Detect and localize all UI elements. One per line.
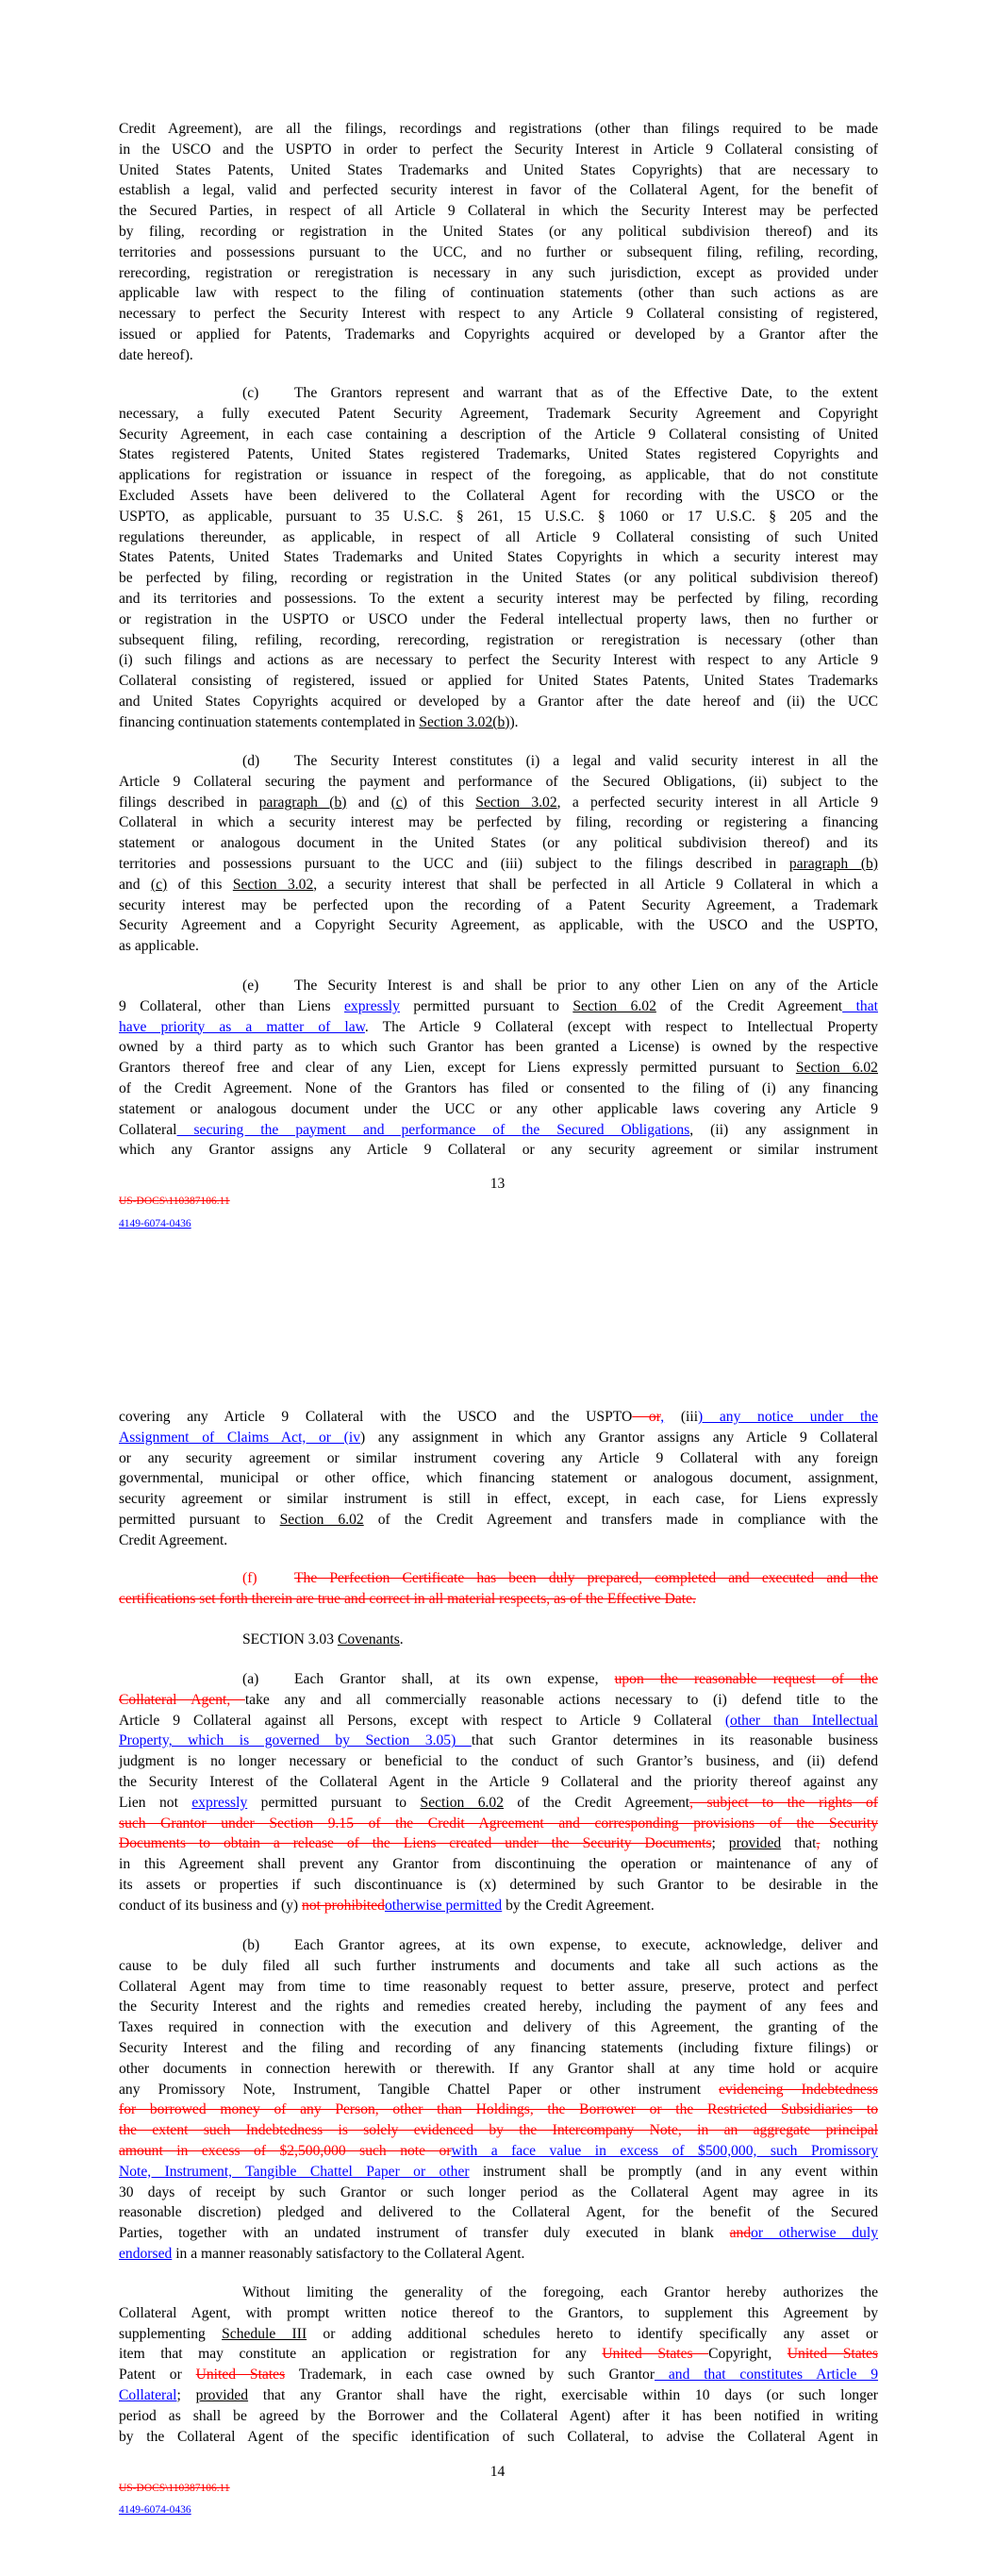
text-run: that [781, 1835, 817, 1852]
text-run: permitted pursuant to [247, 1794, 421, 1811]
text-line [119, 1407, 878, 1428]
text-run: and [346, 794, 391, 811]
text-line [119, 712, 878, 733]
text-run: in a manner reasonably satisfactory to the Collateral Agent. [172, 2245, 525, 2262]
deleted-text: evidencing Indebtedness [719, 2081, 878, 2098]
text-run: security interest may be perfected upon the recording of a Patent Security Agreement, a Trademark [119, 896, 878, 913]
text-run: the Secured Parties, in respect of all Article 9 Collateral in which the Security Interest may be perfected [119, 203, 878, 220]
text-run: covering any Article 9 Collateral with the USCO and the USPTO [119, 1409, 633, 1425]
text-line [119, 383, 878, 404]
text-run: of the Credit Agreement and transfers made in compliance with the [363, 1511, 878, 1528]
text-line [119, 2365, 878, 2385]
inserted-text: Assignment of Claims Act, or (iv [119, 1429, 360, 1446]
paragraph-f-deleted [119, 1568, 878, 1610]
text-line [119, 1489, 878, 1510]
text-run: necessary, a fully executed Patent Security Agreement, Trademark Security Agreement and Copyright [119, 405, 878, 422]
text-run: Each Grantor shall, at its own expense, [294, 1671, 615, 1687]
text-run: permitted pursuant to [119, 1511, 280, 1528]
inserted-text: that [842, 997, 878, 1014]
text-line [119, 1568, 878, 1589]
text-run: governmental, municipal or other office, which financing statement or analogous document, assignment, [119, 1470, 878, 1487]
cross-reference: paragraph (b) [258, 794, 347, 811]
text-line [119, 2244, 878, 2265]
cross-reference: provided [195, 2386, 249, 2403]
text-line [119, 1058, 878, 1079]
deleted-text: or [632, 1409, 661, 1425]
text-run: ; [176, 2386, 196, 2403]
paragraph-label: (d) [242, 753, 260, 769]
text-line [119, 2017, 878, 2038]
text-run: instrument shall be promptly (and in any event within [469, 2163, 879, 2180]
text-line [119, 630, 878, 651]
text-line [119, 1731, 878, 1751]
text-run: Taxes required in connection with the execution and delivery of this Agreement, the granting of the [119, 2019, 878, 2036]
text-line [119, 2385, 878, 2406]
text-run: Lien not [119, 1794, 192, 1811]
text-line [119, 486, 878, 507]
text-run: in the USCO and the USPTO in order to perfect the Security Interest in Article 9 Collateral consisting of [119, 141, 878, 158]
text-line [119, 304, 878, 325]
text-line [119, 1448, 878, 1469]
cross-reference: provided [728, 1835, 782, 1852]
cross-reference: paragraph (b) [788, 855, 878, 872]
text-line [119, 1875, 878, 1896]
text-line [119, 996, 878, 1017]
text-line [119, 1079, 878, 1099]
text-line [119, 547, 878, 568]
text-run: Patent or [119, 2367, 196, 2384]
deleted-text: for borrowed money of any Person, other than Holdings, the Borrower or the Restricted Subsidiaries to [119, 2101, 878, 2118]
deleted-text: Documents to obtain a release of the Liens created under the Security Documents [119, 1835, 712, 1852]
cross-reference: Covenants [337, 1631, 400, 1648]
cross-reference: Section 3.02 [475, 794, 557, 811]
cross-reference: Schedule III [222, 2325, 307, 2342]
inserted-text: Note, Instrument, Tangible Chattel Paper or other [119, 2163, 470, 2180]
inserted-text: with a face value in excess of $500,000, such Promissory [451, 2142, 878, 2159]
text-run: The Grantors represent and warrant that as of the Effective Date, to the extent [294, 385, 878, 401]
text-line [119, 772, 878, 793]
deleted-text: such Grantor under Section 9.15 of the Credit Agreement and corresponding provisions of the Security [119, 1815, 878, 1832]
text-line [119, 2303, 878, 2324]
text-run: establish a legal, valid and perfected security interest in favor of the Collateral Agent, for the benefit of [119, 182, 878, 199]
text-line [119, 692, 878, 712]
text-line [119, 854, 878, 875]
text-run: Credit Agreement), are all the filings, recordings and registrations (other than filings required to be made [119, 121, 878, 137]
footer-deleted-doc-id: US-DOCS\110387106.11 [119, 2483, 230, 2494]
text-run: , a security interest that shall be perfected in all Article 9 Collateral in which a [313, 876, 878, 893]
text-run: Collateral consisting of registered, issued or applied for United States Patents, United States Trademarks [119, 673, 878, 690]
text-run: Trademark, in each case owned by such Grantor [285, 2367, 655, 2384]
text-run: statement or analogous document under the UCC or any other applicable laws covering any Article 9 [119, 1100, 878, 1117]
text-line [119, 160, 878, 181]
inserted-text: otherwise permitted [384, 1897, 503, 1914]
text-run: by the Credit Agreement. [502, 1897, 655, 1914]
text-line [119, 345, 878, 366]
paragraph-c [119, 383, 878, 733]
text-line [119, 2038, 878, 2059]
deleted-text: United States [195, 2367, 286, 2384]
text-run: or any security agreement or similar instrument covering any Article 9 Collateral with any foreign [119, 1449, 878, 1466]
text-run: conduct of its business and (y) [119, 1897, 303, 1914]
text-line [119, 1997, 878, 2017]
text-line [119, 1099, 878, 1120]
text-run: USPTO, as applicable, pursuant to 35 U.S.C. § 261, 15 U.S.C. § 1060 or 17 U.S.C. § 205 and the [119, 508, 878, 525]
text-run: United States Patents, United States Trademarks and United States Copyrights) that are necessary to [119, 161, 878, 178]
cross-reference: Section 6.02 [279, 1511, 364, 1528]
text-line [119, 1814, 878, 1834]
text-run: as applicable. [119, 938, 199, 955]
text-run: , a perfected security interest in all Article 9 [556, 794, 879, 811]
text-run: or adding additional schedules hereto to identify specifically any asset or [307, 2325, 879, 2342]
text-line [119, 1510, 878, 1531]
text-line [119, 2223, 878, 2244]
text-run: . The Article 9 Collateral (except with respect to Intellectual Property [364, 1018, 878, 1035]
inserted-text: endorsed [119, 2245, 173, 2262]
text-line [119, 243, 878, 263]
text-run: Collateral Agent may from time to time reasonably request to better assure, preserve, protect and perfect [119, 1978, 878, 1995]
deleted-text: United States [602, 2346, 709, 2363]
text-run: of this [406, 794, 476, 811]
text-run: and its territories and possessions. To the extent a security interest may be perfected by filing, recording [119, 590, 878, 607]
text-run: in this Agreement shall prevent any Grantor from discontinuing the operation or maintenance of any of [119, 1856, 878, 1873]
text-run: date hereof). [119, 346, 193, 363]
page-number: 14 [489, 2464, 506, 2480]
text-run: statement or analogous document in the United States (or any political subdivision thereof) and its [119, 835, 878, 852]
footer-deleted-doc-id: US-DOCS\110387106.11 [119, 1196, 230, 1207]
text-run: Article 9 Collateral against all Persons, except with respect to Article 9 Collateral [119, 1712, 725, 1729]
text-run: 9 Collateral, other than Liens [119, 997, 345, 1014]
text-run: ). [509, 713, 519, 730]
text-run: or registration in the USPTO or USCO under the Federal intellectual property laws, then no further or [119, 611, 878, 627]
text-line [119, 2162, 878, 2183]
text-line [119, 1037, 878, 1058]
text-run: Without limiting the generality of the foregoing, each Grantor hereby authorizes the [242, 2284, 878, 2300]
text-run: its assets or properties if such discontinuance is (x) determined by such Grantor to be desirable in the [119, 1876, 878, 1893]
inserted-text: Property, which is governed by Section 3.05) [119, 1732, 472, 1749]
text-line [119, 671, 878, 692]
inserted-text: expressly [344, 997, 400, 1014]
text-line [119, 1935, 878, 1956]
inserted-text: have priority as a matter of law [119, 1018, 365, 1035]
cross-reference: Section 6.02 [795, 1060, 878, 1077]
text-run: Article 9 Collateral securing the payment and performance of the Secured Obligations, (ii) subject to the [119, 773, 878, 790]
text-line [119, 2183, 878, 2203]
text-run: take any and all commercially reasonable actions necessary to (i) defend title to the [244, 1691, 878, 1708]
text-run: Security Agreement, in each case containing a description of the Article 9 Collateral consisting of United [119, 426, 878, 443]
text-run: Collateral [119, 1121, 177, 1138]
text-run: of this [167, 876, 233, 893]
text-line [119, 283, 878, 304]
paragraph-without-limiting [119, 2283, 878, 2447]
cross-reference: Section 3.02 [232, 876, 314, 893]
text-run: territories and possessions pursuant to the UCC, and no further or subsequent filing, refiling, recording, [119, 243, 878, 260]
text-line [119, 915, 878, 936]
text-run: (iii [664, 1409, 699, 1425]
text-run: cause to be duly filed all such further instruments and documents and take all such actions as the [119, 1957, 878, 1974]
paragraph-continued [119, 119, 878, 366]
text-line [119, 812, 878, 833]
section-heading [119, 1630, 878, 1650]
text-run: ) any assignment in which any Grantor assigns any Article 9 Collateral [360, 1429, 878, 1446]
text-run: period as shall be agreed by the Borrower and the Collateral Agent) after it has been notified in writing [119, 2407, 878, 2424]
text-run: of the Credit Agreement. None of the Grantors has filed or consented to the filing of (i) any financing [119, 1079, 878, 1096]
text-run: and United States Copyrights acquired or developed by a Grantor after the date hereof and (ii) the UCC [119, 693, 878, 710]
paragraph-label: (a) [242, 1671, 259, 1687]
footer-inserted-doc-id: 4149-6074-0436 [119, 1218, 191, 1229]
inserted-text: expressly [191, 1794, 248, 1811]
paragraph-d [119, 751, 878, 957]
text-line [119, 793, 878, 813]
page-number: 13 [489, 1176, 506, 1192]
text-line [119, 507, 878, 527]
text-run: ; [711, 1835, 729, 1852]
text-run: States Patents, United States Trademarks and United States Copyrights in which a security interest may [119, 549, 878, 566]
text-line [119, 2427, 878, 2448]
paragraph-label: (c) [242, 385, 259, 401]
text-line [119, 1669, 878, 1690]
text-line [119, 201, 878, 222]
text-line [119, 1589, 878, 1610]
text-line [119, 751, 878, 772]
inserted-text: or otherwise duly [751, 2225, 878, 2242]
text-line [119, 222, 878, 243]
text-line [119, 895, 878, 916]
text-run: . [399, 1631, 404, 1648]
text-run: subsequent filing, refiling, recording, rerecording, registration or reregistration is necessary (other than [119, 631, 878, 648]
text-line [119, 180, 878, 201]
text-line [119, 2344, 878, 2365]
text-line [119, 404, 878, 425]
text-run: Copyright, [708, 2346, 788, 2363]
text-line [119, 1468, 878, 1489]
text-run: any Promissory Note, Instrument, Tangible Chattel Paper or other instrument [119, 2081, 720, 2098]
text-line [119, 936, 878, 957]
text-line [119, 140, 878, 160]
text-run: other documents in connection herewith or therewith. If any Grantor shall at any time hold or acquire [119, 2060, 878, 2077]
text-run: regulations thereunder, as applicable, in respect of all Article 9 Collateral consisting of such United [119, 528, 878, 545]
text-line [119, 1896, 878, 1916]
text-line [119, 1428, 878, 1448]
text-line [119, 1630, 878, 1650]
text-line [119, 976, 878, 996]
paragraph-label: (e) [242, 978, 259, 994]
text-run: Each Grantor agrees, at its own expense, to execute, acknowledge, deliver and [294, 1937, 878, 1953]
text-line [119, 527, 878, 548]
text-line [119, 650, 878, 671]
text-run: filings described in [119, 794, 259, 811]
text-line [119, 2283, 878, 2303]
text-run: States registered Patents, United States registered Trademarks, United States registered Copyrights and [119, 446, 878, 463]
text-run: permitted pursuant to [399, 997, 573, 1014]
text-run: necessary to perfect the Security Interest with respect to any Article 9 Collateral consisting of registered, [119, 306, 878, 323]
text-run: Parties, together with an undated instrument of transfer duly executed in blank [119, 2225, 730, 2242]
text-line [119, 1531, 878, 1551]
paragraph-e [119, 976, 878, 1161]
text-run: territories and possessions pursuant to the UCC and (iii) subject to the filings described in [119, 855, 789, 872]
cross-reference: Section 6.02 [572, 997, 656, 1014]
text-line [119, 465, 878, 486]
cross-reference: (c) [390, 794, 407, 811]
deleted-text: Collateral Agent, [119, 1691, 245, 1708]
text-run: by the Collateral Agent of the specific identification of such Collateral, to advise the Collateral Agent in [119, 2428, 878, 2445]
text-run: (i) such filings and actions as are necessary to perfect the Security Interest with respect to any Article 9 [119, 652, 878, 669]
text-line [119, 589, 878, 610]
text-line [119, 119, 878, 140]
paragraph-e-continued [119, 1407, 878, 1551]
footer-inserted-doc-id: 4149-6074-0436 [119, 2504, 191, 2516]
text-run: nothing [820, 1835, 878, 1852]
text-line [119, 425, 878, 445]
text-run: that any Grantor shall have the right, exercisable within 10 days (or such longer [248, 2386, 878, 2403]
text-line [119, 1854, 878, 1875]
text-line [119, 325, 878, 345]
deleted-text: and [729, 2225, 752, 2242]
text-line [119, 1017, 878, 1038]
cross-reference: (c) [150, 876, 168, 893]
text-line [119, 1833, 878, 1854]
text-run: SECTION 3.03 [242, 1631, 338, 1648]
text-run: and [119, 876, 151, 893]
deleted-text: certifications set forth therein are true and correct in all material respects, as of the Effective Date. [119, 1590, 696, 1607]
deleted-text: upon the reasonable request of the [614, 1671, 878, 1687]
deleted-text: not prohibited [302, 1897, 385, 1914]
text-run: The Security Interest is and shall be prior to any other Lien on any of the Article [294, 978, 878, 994]
text-line [119, 1690, 878, 1711]
text-line [119, 2120, 878, 2141]
text-line [119, 1711, 878, 1731]
text-run: issued or applied for Patents, Trademarks and Copyrights acquired or developed by a Grantor after the [119, 326, 878, 343]
inserted-text: (other than Intellectual [724, 1712, 878, 1729]
text-run: reasonable discretion) pledged and delivered to the Collateral Agent, for the benefit of the Secured [119, 2204, 878, 2221]
text-line [119, 1120, 878, 1141]
text-line [119, 2202, 878, 2223]
text-line [119, 2406, 878, 2427]
text-line [119, 1793, 878, 1814]
text-run: of the Credit Agreement [504, 1794, 690, 1811]
text-run: Excluded Assets have been delivered to the Collateral Agent for recording with the USCO or the [119, 487, 878, 504]
text-run: supplementing [119, 2325, 223, 2342]
text-run: The Security Interest constitutes (i) a legal and valid security interest in all the [294, 753, 878, 769]
inserted-text: ) any notice under the [698, 1409, 878, 1425]
deleted-text: , [816, 1835, 821, 1852]
text-run: , (ii) any assignment in [689, 1121, 878, 1138]
text-line [119, 1772, 878, 1793]
text-run: the Security Interest of the Collateral Agent in the Article 9 Collateral and the priority thereof against any [119, 1773, 878, 1790]
text-line [119, 444, 878, 465]
inserted-text: Collateral [119, 2386, 177, 2403]
text-line [119, 2059, 878, 2080]
text-run: applications for registration or issuance in respect of the foregoing, as applicable, that do not constitute [119, 467, 878, 484]
paragraph-label: (f) [242, 1570, 257, 1586]
text-line [119, 1751, 878, 1772]
deleted-text: , subject to the rights of [689, 1794, 878, 1811]
cross-reference: Section 3.02(b) [419, 713, 510, 730]
text-run: judgment is no longer necessary or beneficial to the conduct of such Grantor’s business, and (ii) defend [119, 1753, 878, 1770]
text-run: Collateral in which a security interest may be perfected by filing, recording or registering a financing [119, 814, 878, 831]
text-run: Security Agreement and a Copyright Security Agreement, as applicable, with the USCO and the USPTO, [119, 917, 878, 934]
text-line [119, 2099, 878, 2120]
deleted-text: United States [787, 2346, 878, 2363]
text-line [119, 610, 878, 630]
text-run: of the Credit Agreement [655, 997, 843, 1014]
text-run: rerecording, registration or reregistration is necessary in any such jurisdiction, except as provided under [119, 264, 878, 281]
text-run: by filing, recording or registration in the United States (or any political subdivision thereof) and its [119, 223, 878, 240]
text-run: item that may constitute an application or registration for any [119, 2346, 603, 2363]
deleted-text: The Perfection Certificate has been duly prepared, completed and executed and the [294, 1570, 878, 1586]
text-run: applicable law with respect to the filing of continuation statements (other than such actions as are [119, 285, 878, 302]
paragraph-label: (b) [242, 1937, 260, 1953]
text-run: Grantors thereof free and clear of any Lien, except for Liens expressly permitted pursuant to [119, 1060, 796, 1077]
paragraph-b [119, 1935, 878, 2265]
text-run: that such Grantor determines in its reasonable business [471, 1732, 878, 1749]
text-line [119, 2141, 878, 2162]
text-line [119, 1956, 878, 1977]
text-line [119, 2080, 878, 2100]
text-run: Collateral Agent, with prompt written notice thereof to the Grantors, to supplement this Agreement by [119, 2304, 878, 2321]
text-line [119, 875, 878, 895]
cross-reference: Section 6.02 [420, 1794, 505, 1811]
deleted-text: amount in excess of $2,500,000 such note or [119, 2142, 452, 2159]
text-run: financing continuation statements contemplated in [119, 713, 420, 730]
text-run: the Security Interest and the rights and remedies created hereby, including the payment of any fees and [119, 1999, 878, 2016]
text-line [119, 1977, 878, 1998]
text-run: owned by a third party as to which such Grantor has been granted a License) is owned by the respective [119, 1039, 878, 1056]
inserted-text: and that constitutes Article 9 [655, 2367, 879, 2384]
text-line [119, 833, 878, 854]
text-run: 30 days of receipt by such Grantor or such longer period as the Collateral Agent may agree in its [119, 2183, 878, 2200]
text-line [119, 263, 878, 284]
text-run: which any Grantor assigns any Article 9 Collateral or any security agreement or similar instrument [119, 1142, 878, 1159]
text-line [119, 2324, 878, 2345]
deleted-text: the extent such Indebtedness is solely evidenced by the Intercompany Note, in an aggregate principal [119, 2122, 878, 2139]
text-run: security agreement or similar instrument is still in effect, except, in each case, for Liens expressly [119, 1491, 878, 1508]
text-line [119, 1140, 878, 1161]
text-run: be perfected by filing, recording or registration in the United States (or any political subdivision thereof) [119, 570, 878, 587]
text-run: Security Interest and the filing and recording of any financing statements (including fixture filings) or [119, 2039, 878, 2056]
text-run: Credit Agreement. [119, 1531, 228, 1548]
text-line [119, 568, 878, 589]
paragraph-a [119, 1669, 878, 1916]
inserted-text: securing the payment and performance of the Secured Obligations [176, 1121, 690, 1138]
inserted-text: , [660, 1409, 665, 1425]
